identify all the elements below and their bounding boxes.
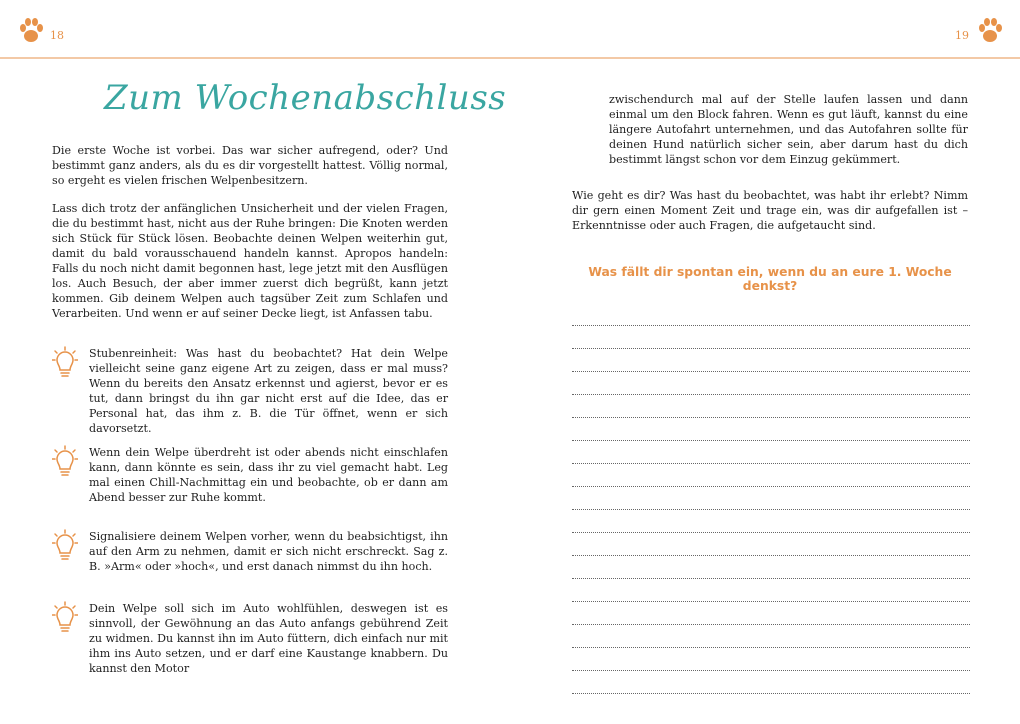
tip-item — [52, 445, 448, 505]
writing-line[interactable] — [572, 533, 970, 556]
lightbulb-icon — [52, 445, 78, 479]
writing-line[interactable] — [572, 349, 970, 372]
writing-line[interactable] — [572, 510, 970, 533]
tip-item — [52, 346, 448, 436]
tip-item — [52, 601, 448, 676]
tip-item — [52, 529, 448, 574]
tip-text: Dein Welpe soll sich im Auto wohlfühlen, deswegen ist es sinnvoll, der Gewöhnung an das Auto anfangs gebührend Zeit zu widmen. Du kannst ihn im Auto füttern, dich einfach nur mit ihm ins Auto setzen, und er darf eine Kaustange knabbern. Du kannst den Motor — [89, 602, 448, 675]
lightbulb-icon — [52, 346, 78, 380]
page-number-right: 19 — [955, 29, 969, 42]
writing-line[interactable] — [572, 556, 970, 579]
paw-icon — [18, 16, 44, 44]
writing-line[interactable] — [572, 418, 970, 441]
lightbulb-icon — [52, 601, 78, 635]
reflection-paragraph: Wie geht es dir? Was hast du beobachtet, was habt ihr erlebt? Nimm dir gern einen Moment Zeit und trage ein, was dir aufgefallen ist – Erkenntnisse oder auch Fragen, die aufgetaucht sind. — [572, 189, 968, 232]
page-number-left: 18 — [50, 29, 64, 42]
continued-paragraph: zwischendurch mal auf der Stelle laufen lassen und dann einmal um den Block fahren. Wenn es gut läuft, kannst du eine längere Autofahrt unternehmen, und das Autofahren sollte für deinen Hund natürlich sicher sein, aber darum hast du dich bestimmt längst schon vor dem Einzug gekümmert. — [609, 93, 968, 166]
writing-line[interactable] — [572, 648, 970, 671]
intro-paragraph: Die erste Woche ist vorbei. Das war sicher aufregend, oder? Und bestimmt ganz anders, als du es dir vorgestellt hattest. Völlig normal, so ergeht es vielen frischen Welpenbesitzern. — [52, 144, 448, 187]
reflection-question: Was fällt dir spontan ein, wenn du an eure 1. Woche denkst? — [588, 265, 952, 293]
writing-line[interactable] — [572, 303, 970, 326]
writing-line[interactable] — [572, 579, 970, 602]
tip-text: Stubenreinheit: Was hast du beobachtet? Hat dein Welpe vielleicht seine ganz eigene Art zu zeigen, dass er mal muss? Wenn du bereits den Ansatz erkennst und agierst, bevor er es tut, dann bringst du ihn gar nicht erst auf die Idee, das er Personal hat, das ihm z. B. die Tür öffnet, wenn er sich davorsetzt. — [89, 347, 448, 435]
tip-text: Wenn dein Welpe überdreht ist oder abends nicht einschlafen kann, dann könnte es sein, dass ihr zu viel gemacht habt. Leg mal einen Chill-Nachmittag ein und beobachte, ob er dann am Abend besser zur Ruhe kommt. — [89, 446, 448, 504]
writing-line[interactable] — [572, 671, 970, 694]
writing-line[interactable] — [572, 441, 970, 464]
writing-lines — [572, 303, 970, 694]
writing-line[interactable] — [572, 464, 970, 487]
writing-line[interactable] — [572, 372, 970, 395]
writing-line[interactable] — [572, 487, 970, 510]
writing-line[interactable] — [572, 625, 970, 648]
paw-icon — [977, 16, 1003, 44]
writing-line[interactable] — [572, 395, 970, 418]
page-title: Zum Wochenabschluss — [104, 78, 507, 118]
writing-line[interactable] — [572, 326, 970, 349]
lightbulb-icon — [52, 529, 78, 563]
body-paragraph: Lass dich trotz der anfänglichen Unsicherheit und der vielen Fragen, die du bestimmt hast, nicht aus der Ruhe bringen: Die Knoten werden sich Stück für Stück lösen. Beobachte deinen Welpen weiterhin gut, damit du bald vorausschauend handeln kannst. Apropos handeln: Falls du noch nicht damit begonnen hast, lege jetzt mit den Ausflügen los. Auch Besuch, der aber immer zuerst dich begrüßt, kann jetzt kommen. Gib deinem Welpen auch tagsüber Zeit zum Schlafen und Verarbeiten. Und wenn er auf seiner Decke liegt, ist Anfassen tabu. — [52, 202, 448, 320]
writing-line[interactable] — [572, 602, 970, 625]
tip-text: Signalisiere deinem Welpen vorher, wenn du beabsichtigst, ihn auf den Arm zu nehmen, damit er sich nicht erschreckt. Sag z. B. »Arm« oder »hoch«, und erst danach nimmst du ihn hoch. — [89, 530, 448, 573]
